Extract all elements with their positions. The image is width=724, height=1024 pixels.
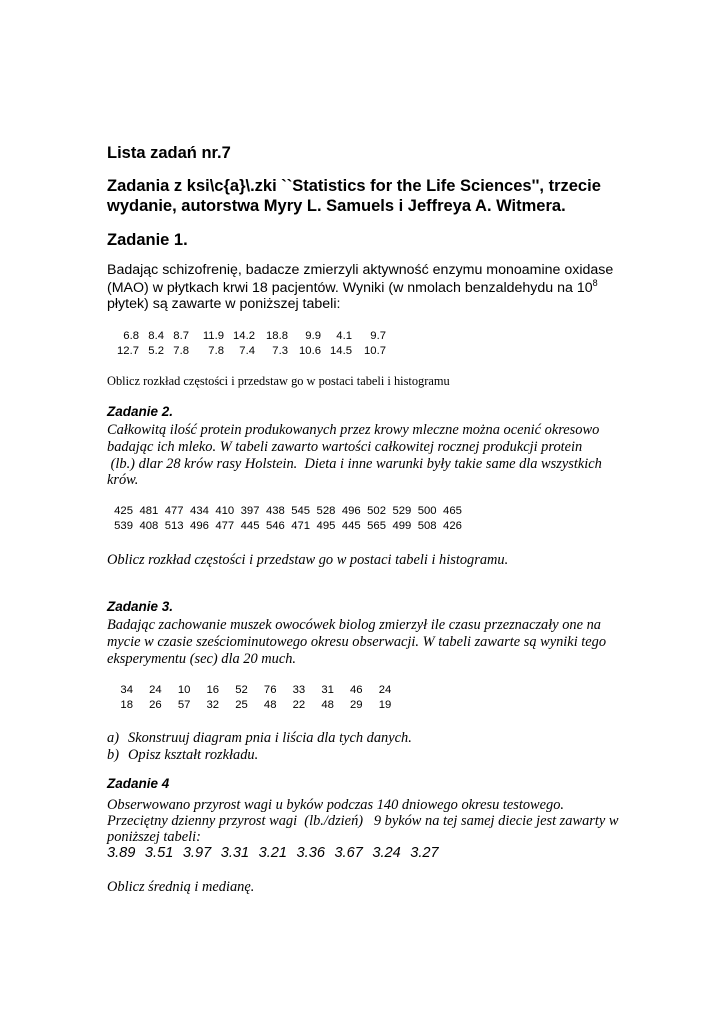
data-cell: 33 bbox=[292, 684, 306, 696]
task3-text-line-3: eksperymentu (sec) dla 20 much. bbox=[107, 651, 297, 667]
task2-text-line-3: (lb.) dlar 28 krów rasy Holstein. Dieta i inne warunki były takie same dla wszystkich bbox=[107, 456, 602, 472]
data-cell: 9.7 bbox=[370, 330, 386, 342]
data-cell: 546 bbox=[265, 520, 285, 532]
task4-text-line-3: poniższej tabeli: bbox=[107, 829, 201, 845]
task4-value: 3.36 bbox=[296, 845, 325, 861]
data-cell: 11.9 bbox=[202, 330, 224, 342]
data-cell: 500 bbox=[417, 505, 437, 517]
data-cell: 32 bbox=[206, 699, 220, 711]
data-cell: 29 bbox=[350, 699, 363, 711]
data-cell: 76 bbox=[263, 684, 277, 696]
data-cell: 445 bbox=[341, 520, 361, 532]
task1-heading: Zadanie 1. bbox=[107, 231, 188, 249]
data-cell: 12.7 bbox=[117, 345, 139, 357]
data-cell: 24 bbox=[378, 684, 392, 696]
task4-value: 3.89 bbox=[107, 845, 136, 861]
task4-value: 3.51 bbox=[144, 845, 174, 861]
data-cell: 46 bbox=[350, 684, 363, 696]
data-cell: 477 bbox=[215, 520, 235, 532]
task4-text-line-1: Obserwowano przyrost wagi u byków podczas 140 dniowego okresu testowego. bbox=[107, 797, 565, 813]
data-cell: 26 bbox=[149, 699, 162, 711]
task2-text-line-1: Całkowitą ilość protein produkowanych przez krowy mleczne można ocenić okresowo bbox=[107, 422, 600, 438]
task4-heading: Zadanie 4 bbox=[107, 776, 170, 791]
task3-text-line-2: mycie w czasie sześciominutowego okresu obserwacji. W tabeli zawarte są wyniki tego bbox=[107, 634, 607, 650]
data-cell: 465 bbox=[443, 505, 462, 517]
data-cell: 565 bbox=[367, 520, 386, 532]
data-cell: 10.7 bbox=[364, 345, 386, 357]
task4-value: 3.31 bbox=[220, 845, 250, 861]
data-cell: 425 bbox=[114, 505, 133, 517]
task4-instruction: Oblicz średnią i medianę. bbox=[107, 879, 255, 895]
data-cell: 496 bbox=[341, 505, 361, 517]
data-cell: 18.8 bbox=[266, 330, 288, 342]
data-cell: 19 bbox=[378, 699, 392, 711]
task4-values bbox=[107, 845, 448, 861]
data-cell: 408 bbox=[139, 520, 159, 532]
task1-superscript: 8 bbox=[592, 278, 598, 288]
data-cell: 14.2 bbox=[233, 330, 255, 342]
task4-value: 3.97 bbox=[182, 845, 212, 861]
data-cell: 48 bbox=[321, 699, 334, 711]
data-cell: 5.2 bbox=[148, 345, 164, 357]
data-cell: 502 bbox=[367, 505, 386, 517]
data-cell: 9.9 bbox=[305, 330, 321, 342]
data-cell: 471 bbox=[291, 520, 311, 532]
task4-value: 3.67 bbox=[334, 845, 363, 861]
data-cell: 397 bbox=[240, 505, 260, 517]
data-cell: 438 bbox=[265, 505, 285, 517]
data-cell: 14.5 bbox=[330, 345, 352, 357]
data-cell: 426 bbox=[443, 520, 462, 532]
data-cell: 8.7 bbox=[173, 330, 189, 342]
data-cell: 10 bbox=[177, 684, 191, 696]
data-cell: 477 bbox=[164, 505, 184, 517]
task2-instruction: Oblicz rozkład częstości i przedstaw go w postaci tabeli i histogramu. bbox=[107, 552, 509, 568]
data-cell: 6.8 bbox=[123, 330, 139, 342]
data-cell: 10.6 bbox=[299, 345, 321, 357]
data-cell: 528 bbox=[316, 505, 336, 517]
data-cell: 529 bbox=[392, 505, 412, 517]
task2-text-line-2: badając ich mleko. W tabeli zawarto wartości całkowitej rocznej produkcji protein bbox=[107, 439, 583, 455]
data-cell: 57 bbox=[177, 699, 191, 711]
data-cell: 434 bbox=[190, 505, 209, 517]
data-cell: 18 bbox=[120, 699, 133, 711]
task1-text-line-3: płytek) są zawarte w poniższej tabeli: bbox=[107, 296, 341, 312]
data-cell: 25 bbox=[235, 699, 248, 711]
subtitle-line-2: wydanie, autorstwa Myry L. Samuels i Jeffreya A. Witmera. bbox=[107, 197, 566, 215]
data-cell: 545 bbox=[291, 505, 311, 517]
task3-item-b-marker: b) bbox=[107, 747, 119, 763]
data-cell: 481 bbox=[139, 505, 159, 517]
data-cell: 34 bbox=[120, 684, 133, 696]
task4-value: 3.27 bbox=[410, 845, 439, 861]
data-cell: 4.1 bbox=[336, 330, 352, 342]
task2-text-line-4: krów. bbox=[107, 472, 139, 488]
data-cell: 496 bbox=[190, 520, 209, 532]
data-cell: 31 bbox=[321, 684, 334, 696]
data-cell: 22 bbox=[292, 699, 306, 711]
task1-text-line-2: (MAO) w płytkach krwi 18 pacjentów. Wyniki (w nmolach benzaldehydu na $10^8$ bbox=[107, 278, 598, 296]
task3-item-a-marker: a) bbox=[107, 730, 119, 746]
task3-item-b: Opisz kształt rozkładu. bbox=[128, 747, 259, 763]
data-cell: 499 bbox=[392, 520, 412, 532]
data-cell: 7.4 bbox=[239, 345, 255, 357]
data-cell: 24 bbox=[149, 684, 162, 696]
data-cell: 513 bbox=[164, 520, 184, 532]
task4-value: 3.24 bbox=[372, 845, 401, 861]
data-cell: 410 bbox=[215, 505, 235, 517]
page-title: Lista zadań nr.7 bbox=[107, 144, 231, 162]
task1-instruction: Oblicz rozkład częstości i przedstaw go w postaci tabeli i histogramu bbox=[107, 374, 450, 388]
data-cell: 508 bbox=[417, 520, 437, 532]
data-cell: 7.8 bbox=[173, 345, 189, 357]
data-cell: 16 bbox=[206, 684, 220, 696]
task2-heading: Zadanie 2. bbox=[107, 404, 174, 419]
data-cell: 7.3 bbox=[272, 345, 288, 357]
data-cell: 445 bbox=[240, 520, 260, 532]
task4-value: 3.21 bbox=[258, 845, 288, 861]
data-cell: 8.4 bbox=[148, 330, 164, 342]
task3-text-line-1: Badając zachowanie muszek owocówek biolog zmierzył ile czasu przeznaczały one na bbox=[107, 617, 602, 633]
data-cell: 48 bbox=[263, 699, 277, 711]
data-cell: 7.8 bbox=[208, 345, 224, 357]
data-cell: 52 bbox=[235, 684, 248, 696]
subtitle-line-1: Zadania z ksi\c{a}\.zki ``Statistics for the Life Sciences'', trzecie bbox=[107, 177, 601, 195]
task3-item-a: Skonstruuj diagram pnia i liścia dla tych danych. bbox=[128, 730, 412, 746]
task1-text-line-1: Badając schizofrenię, badacze zmierzyli aktywność enzymu monoamine oxidase bbox=[107, 262, 614, 278]
task4-text-line-2: Przeciętny dzienny przyrost wagi (lb./dzień) 9 byków na tej samej diecie jest zawarty w bbox=[107, 813, 619, 829]
data-cell: 539 bbox=[114, 520, 133, 532]
task3-heading: Zadanie 3. bbox=[107, 599, 174, 614]
data-cell: 495 bbox=[316, 520, 336, 532]
